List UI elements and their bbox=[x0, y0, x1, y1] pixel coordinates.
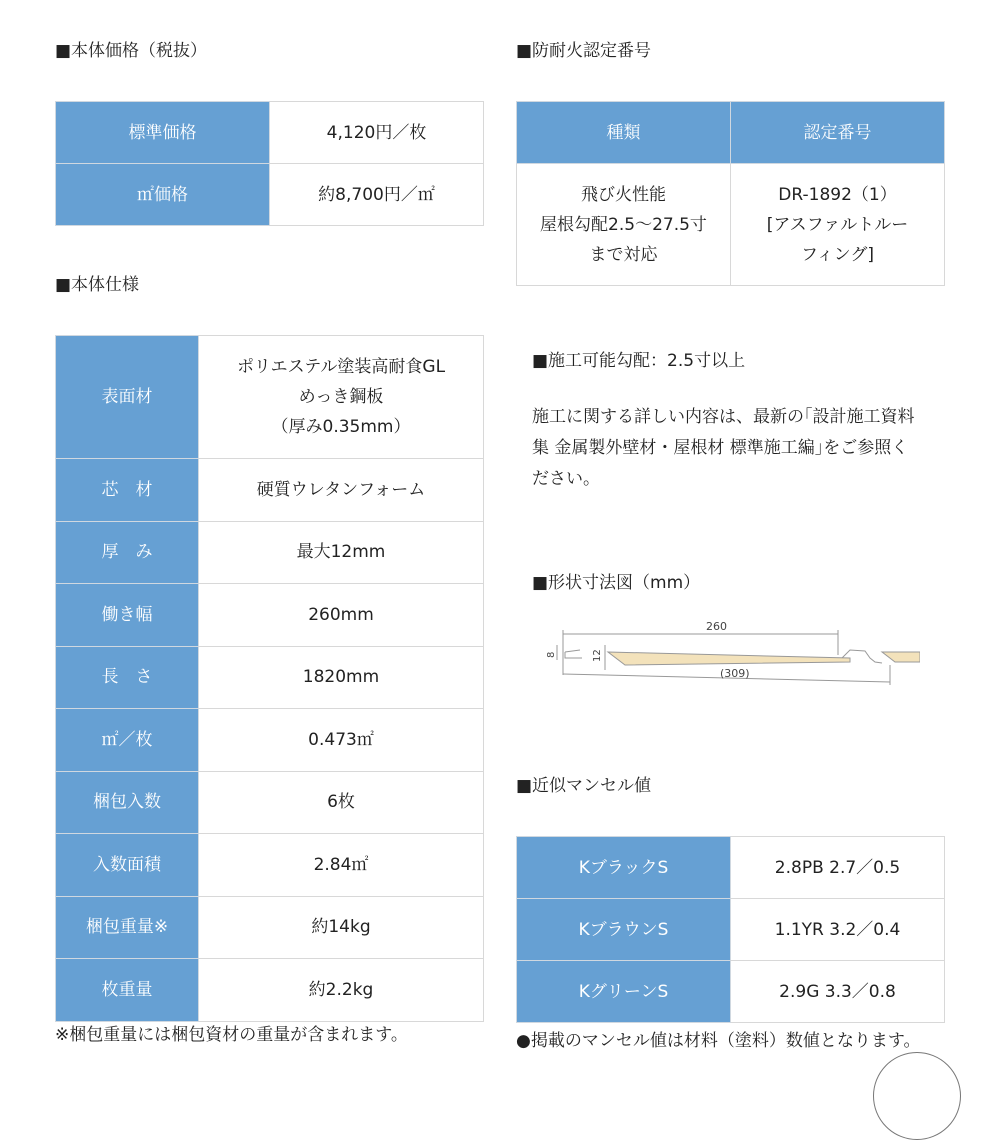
price-value: 4,120円／枚 bbox=[270, 102, 484, 164]
munsell-value: 1.1YR 3.2／0.4 bbox=[731, 899, 945, 961]
spec-row bbox=[56, 584, 484, 647]
spec-value: 約14kg bbox=[199, 896, 484, 959]
spec-heading: ■本体仕様 bbox=[55, 275, 140, 295]
spec-label: 梱包重量※ bbox=[56, 896, 199, 959]
spec-value: 硬質ウレタンフォーム bbox=[199, 459, 484, 522]
spec-value: 0.473㎡ bbox=[199, 709, 484, 772]
spec-table bbox=[55, 335, 484, 1022]
fire-header-type: 種類 bbox=[517, 102, 731, 164]
dim-height: 12 bbox=[592, 649, 603, 662]
spec-label: 厚 み bbox=[56, 521, 199, 584]
spec-label: 入数面積 bbox=[56, 834, 199, 897]
shape-diagram bbox=[520, 610, 920, 700]
price-label: ㎡価格 bbox=[56, 164, 270, 226]
dim-edge: 8 bbox=[546, 651, 557, 658]
price-value: 約8,700円／㎡ bbox=[270, 164, 484, 226]
spec-row bbox=[56, 959, 484, 1022]
spec-value: 1820mm bbox=[199, 646, 484, 709]
price-table bbox=[55, 101, 484, 226]
diagram-heading: ■形状寸法図（mm） bbox=[532, 573, 701, 593]
munsell-heading: ■近似マンセル値 bbox=[516, 776, 652, 796]
munsell-table bbox=[516, 836, 945, 1023]
munsell-label: KグリーンS bbox=[517, 961, 731, 1023]
spec-value: 2.84㎡ bbox=[199, 834, 484, 897]
price-heading: ■本体価格（税抜） bbox=[55, 41, 208, 61]
spec-label: 働き幅 bbox=[56, 584, 199, 647]
fire-type: 飛び火性能 屋根勾配2.5〜27.5寸 まで対応 bbox=[517, 164, 731, 286]
spec-label: 芯 材 bbox=[56, 459, 199, 522]
page-top-button[interactable] bbox=[873, 1052, 961, 1140]
dim-width: 260 bbox=[706, 620, 727, 633]
spec-value: 約2.2kg bbox=[199, 959, 484, 1022]
spec-row bbox=[56, 834, 484, 897]
munsell-note: ●掲載のマンセル値は材料（塗料）数値となります。 bbox=[516, 1031, 921, 1051]
spec-note: ※梱包重量には梱包資材の重量が含まれます。 bbox=[55, 1025, 408, 1045]
spec-label: 表面材 bbox=[56, 336, 199, 459]
fire-heading: ■防耐火認定番号 bbox=[516, 41, 652, 61]
spec-row bbox=[56, 646, 484, 709]
spec-label: ㎡／枚 bbox=[56, 709, 199, 772]
fire-header-number: 認定番号 bbox=[731, 102, 945, 164]
spec-row bbox=[56, 521, 484, 584]
price-label: 標準価格 bbox=[56, 102, 270, 164]
slope-text: 施工に関する詳しい内容は、最新の｢設計施工資料集 金属製外壁材・屋根材 標準施工編｣をご参照ください。 bbox=[532, 407, 915, 489]
slope-heading: ■施工可能勾配：2.5寸以上 bbox=[532, 351, 746, 371]
spec-label: 枚重量 bbox=[56, 959, 199, 1022]
spec-label: 長 さ bbox=[56, 646, 199, 709]
spec-row bbox=[56, 336, 484, 459]
dim-total: (309) bbox=[720, 667, 750, 680]
spec-label: 梱包入数 bbox=[56, 771, 199, 834]
spec-row bbox=[56, 771, 484, 834]
spec-row bbox=[56, 459, 484, 522]
fire-number: DR-1892（1） [アスファルトルー フィング] bbox=[731, 164, 945, 286]
munsell-value: 2.9G 3.3／0.8 bbox=[731, 961, 945, 1023]
spec-value: 最大12mm bbox=[199, 521, 484, 584]
spec-value: 260mm bbox=[199, 584, 484, 647]
spec-row bbox=[56, 709, 484, 772]
munsell-label: KブラウンS bbox=[517, 899, 731, 961]
munsell-label: KブラックS bbox=[517, 837, 731, 899]
munsell-value: 2.8PB 2.7／0.5 bbox=[731, 837, 945, 899]
spec-value: 6枚 bbox=[199, 771, 484, 834]
spec-value: ポリエステル塗装高耐食GL めっき鋼板 （厚み0.35mm） bbox=[199, 336, 484, 459]
spec-row bbox=[56, 896, 484, 959]
fire-table bbox=[516, 101, 945, 286]
